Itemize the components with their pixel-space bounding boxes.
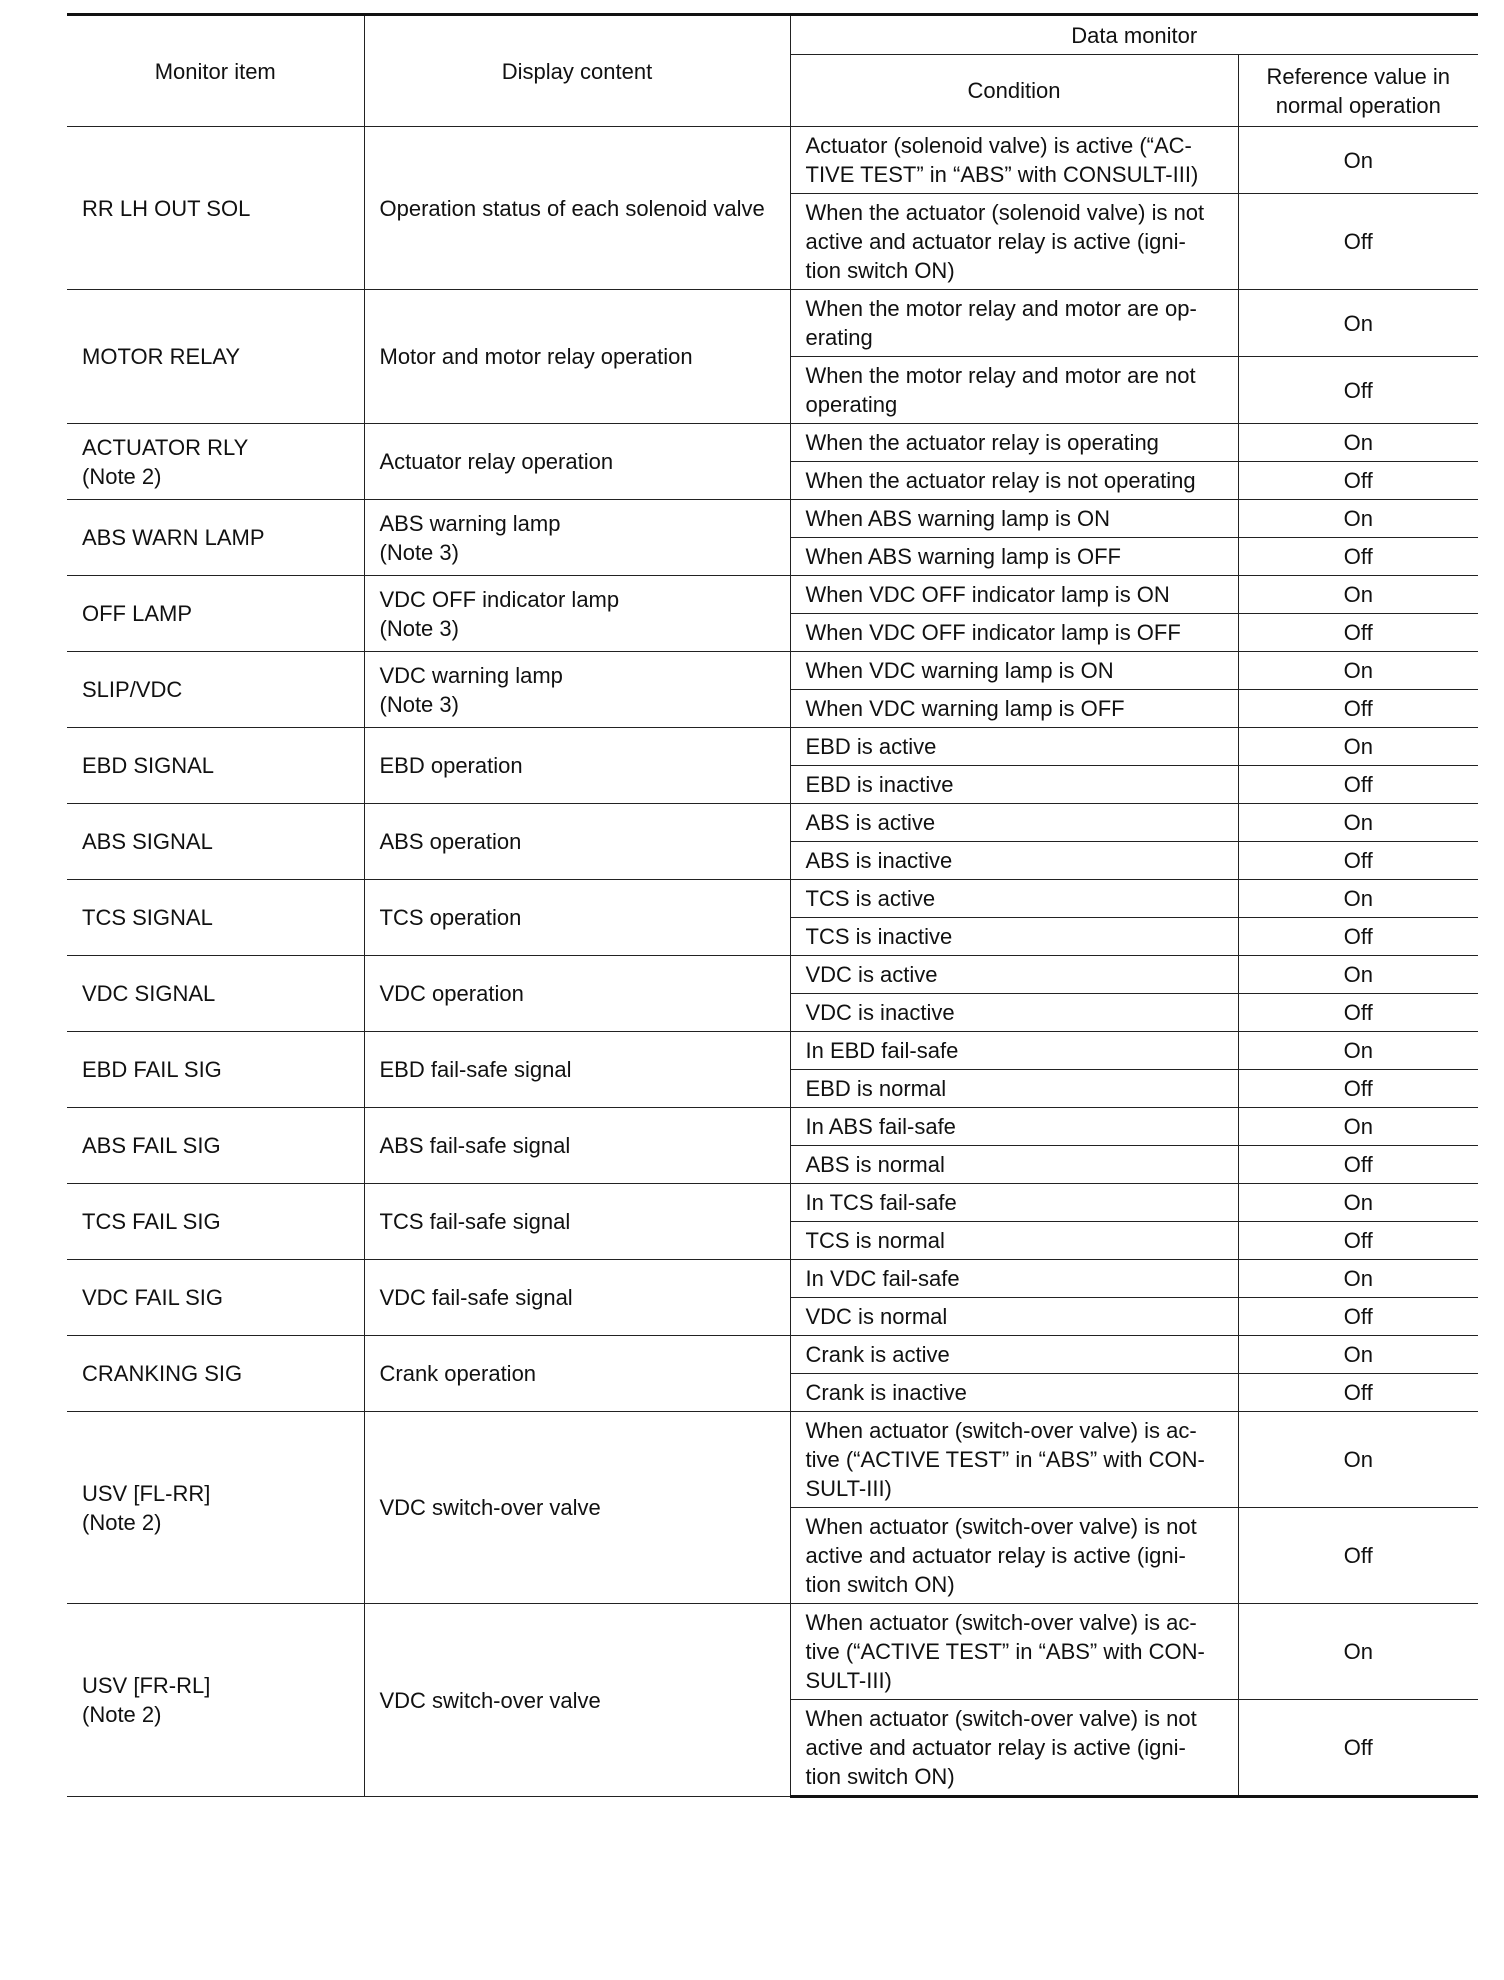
condition-cell: When ABS warning lamp is OFF — [790, 538, 1238, 576]
monitor-item-cell: ABS FAIL SIG — [67, 1108, 364, 1184]
condition-cell: EBD is normal — [790, 1070, 1238, 1108]
table-row — [67, 424, 1478, 462]
condition-cell: When the motor relay and motor are op- erating — [790, 290, 1238, 357]
monitor-item-cell: MOTOR RELAY — [67, 290, 364, 424]
reference-value-cell: Off — [1238, 1700, 1478, 1797]
condition-cell: In VDC fail-safe — [790, 1260, 1238, 1298]
monitor-item-cell: SLIP/VDC — [67, 652, 364, 728]
display-content-cell: Actuator relay operation — [364, 424, 790, 500]
table-row — [67, 1184, 1478, 1222]
display-content-cell: VDC switch-over valve — [364, 1604, 790, 1797]
reference-value-cell: On — [1238, 127, 1478, 194]
table-row — [67, 1412, 1478, 1508]
reference-value-cell: Off — [1238, 842, 1478, 880]
monitor-item-cell: CRANKING SIG — [67, 1336, 364, 1412]
table-row — [67, 1604, 1478, 1700]
display-content-cell: ABS fail-safe signal — [364, 1108, 790, 1184]
reference-value-cell: On — [1238, 290, 1478, 357]
table-row — [67, 728, 1478, 766]
condition-cell: EBD is inactive — [790, 766, 1238, 804]
condition-cell: ABS is normal — [790, 1146, 1238, 1184]
reference-value-cell: Off — [1238, 1298, 1478, 1336]
data-monitor-table — [67, 13, 1478, 1798]
condition-cell: When actuator (switch-over valve) is not active and actuator relay is active (igni- tion switch ON) — [790, 1700, 1238, 1797]
table-row — [67, 576, 1478, 614]
reference-value-cell: Off — [1238, 357, 1478, 424]
condition-cell: EBD is active — [790, 728, 1238, 766]
condition-cell: When actuator (switch-over valve) is ac- tive (“ACTIVE TEST” in “ABS” with CON- SULT-III) — [790, 1604, 1238, 1700]
reference-value-cell: On — [1238, 576, 1478, 614]
display-content-cell: EBD operation — [364, 728, 790, 804]
table-row — [67, 652, 1478, 690]
table-row — [67, 956, 1478, 994]
reference-value-cell: Off — [1238, 690, 1478, 728]
condition-cell: When actuator (switch-over valve) is not active and actuator relay is active (igni- tion switch ON) — [790, 1508, 1238, 1604]
reference-value-cell: Off — [1238, 614, 1478, 652]
condition-cell: In ABS fail-safe — [790, 1108, 1238, 1146]
table-row — [67, 500, 1478, 538]
table-row — [67, 290, 1478, 357]
monitor-item-cell: TCS SIGNAL — [67, 880, 364, 956]
table-row — [67, 804, 1478, 842]
display-content-cell: ABS operation — [364, 804, 790, 880]
condition-cell: When VDC OFF indicator lamp is OFF — [790, 614, 1238, 652]
reference-value-cell: Off — [1238, 1374, 1478, 1412]
monitor-item-cell: OFF LAMP — [67, 576, 364, 652]
display-content-cell: VDC fail-safe signal — [364, 1260, 790, 1336]
reference-value-cell: On — [1238, 1108, 1478, 1146]
condition-cell: TCS is inactive — [790, 918, 1238, 956]
reference-value-cell: On — [1238, 1260, 1478, 1298]
table-row — [67, 127, 1478, 194]
display-content-cell: VDC OFF indicator lamp (Note 3) — [364, 576, 790, 652]
reference-value-cell: On — [1238, 424, 1478, 462]
reference-value-cell: On — [1238, 956, 1478, 994]
table-row — [67, 1260, 1478, 1298]
reference-value-cell: On — [1238, 1336, 1478, 1374]
display-content-cell: ABS warning lamp (Note 3) — [364, 500, 790, 576]
display-content-cell: Crank operation — [364, 1336, 790, 1412]
reference-value-cell: On — [1238, 500, 1478, 538]
monitor-item-cell: RR LH OUT SOL — [67, 127, 364, 290]
reference-value-cell: On — [1238, 1184, 1478, 1222]
reference-value-cell: Off — [1238, 538, 1478, 576]
condition-cell: VDC is active — [790, 956, 1238, 994]
header-condition: Condition — [790, 55, 1238, 127]
header-monitor-item: Monitor item — [67, 15, 364, 127]
reference-value-cell: Off — [1238, 994, 1478, 1032]
display-content-cell: TCS operation — [364, 880, 790, 956]
condition-cell: When VDC warning lamp is OFF — [790, 690, 1238, 728]
reference-value-cell: Off — [1238, 1508, 1478, 1604]
reference-value-cell: Off — [1238, 194, 1478, 290]
reference-value-cell: Off — [1238, 1070, 1478, 1108]
reference-value-cell: Off — [1238, 1222, 1478, 1260]
condition-cell: When actuator (switch-over valve) is ac- tive (“ACTIVE TEST” in “ABS” with CON- SULT-III) — [790, 1412, 1238, 1508]
condition-cell: In EBD fail-safe — [790, 1032, 1238, 1070]
condition-cell: Crank is active — [790, 1336, 1238, 1374]
reference-value-cell: On — [1238, 652, 1478, 690]
reference-value-cell: On — [1238, 1604, 1478, 1700]
display-content-cell: Motor and motor relay operation — [364, 290, 790, 424]
reference-value-cell: Off — [1238, 1146, 1478, 1184]
monitor-item-cell: VDC FAIL SIG — [67, 1260, 364, 1336]
condition-cell: TCS is active — [790, 880, 1238, 918]
header-display-content: Display content — [364, 15, 790, 127]
monitor-item-cell: ABS WARN LAMP — [67, 500, 364, 576]
condition-cell: When the actuator relay is not operating — [790, 462, 1238, 500]
condition-cell: When the actuator (solenoid valve) is not active and actuator relay is active (igni- tion switch ON) — [790, 194, 1238, 290]
reference-value-cell: On — [1238, 1412, 1478, 1508]
condition-cell: Crank is inactive — [790, 1374, 1238, 1412]
reference-value-cell: Off — [1238, 766, 1478, 804]
condition-cell: When VDC warning lamp is ON — [790, 652, 1238, 690]
display-content-cell: VDC operation — [364, 956, 790, 1032]
table-row — [67, 1108, 1478, 1146]
condition-cell: ABS is active — [790, 804, 1238, 842]
condition-cell: ABS is inactive — [790, 842, 1238, 880]
display-content-cell: TCS fail-safe signal — [364, 1184, 790, 1260]
display-content-cell: Operation status of each solenoid valve — [364, 127, 790, 290]
table-row — [67, 1336, 1478, 1374]
reference-value-cell: Off — [1238, 462, 1478, 500]
reference-value-cell: On — [1238, 1032, 1478, 1070]
condition-cell: When the motor relay and motor are not operating — [790, 357, 1238, 424]
table-row — [67, 880, 1478, 918]
condition-cell: When ABS warning lamp is ON — [790, 500, 1238, 538]
monitor-item-cell: ACTUATOR RLY (Note 2) — [67, 424, 364, 500]
monitor-item-cell: USV [FL-RR] (Note 2) — [67, 1412, 364, 1604]
header-reference-value: Reference value in normal operation — [1238, 55, 1478, 127]
monitor-item-cell: ABS SIGNAL — [67, 804, 364, 880]
condition-cell: When the actuator relay is operating — [790, 424, 1238, 462]
reference-value-cell: On — [1238, 804, 1478, 842]
reference-value-cell: On — [1238, 880, 1478, 918]
monitor-item-cell: EBD SIGNAL — [67, 728, 364, 804]
condition-cell: VDC is normal — [790, 1298, 1238, 1336]
reference-value-cell: On — [1238, 728, 1478, 766]
table-body — [67, 127, 1478, 1797]
condition-cell: VDC is inactive — [790, 994, 1238, 1032]
monitor-item-cell: TCS FAIL SIG — [67, 1184, 364, 1260]
condition-cell: TCS is normal — [790, 1222, 1238, 1260]
display-content-cell: VDC switch-over valve — [364, 1412, 790, 1604]
monitor-item-cell: VDC SIGNAL — [67, 956, 364, 1032]
monitor-item-cell: EBD FAIL SIG — [67, 1032, 364, 1108]
monitor-item-cell: USV [FR-RL] (Note 2) — [67, 1604, 364, 1797]
display-content-cell: EBD fail-safe signal — [364, 1032, 790, 1108]
condition-cell: Actuator (solenoid valve) is active (“AC- TIVE TEST” in “ABS” with CONSULT-III) — [790, 127, 1238, 194]
header-data-monitor: Data monitor — [790, 15, 1478, 55]
condition-cell: When VDC OFF indicator lamp is ON — [790, 576, 1238, 614]
reference-value-cell: Off — [1238, 918, 1478, 956]
condition-cell: In TCS fail-safe — [790, 1184, 1238, 1222]
table-row — [67, 1032, 1478, 1070]
display-content-cell: VDC warning lamp (Note 3) — [364, 652, 790, 728]
